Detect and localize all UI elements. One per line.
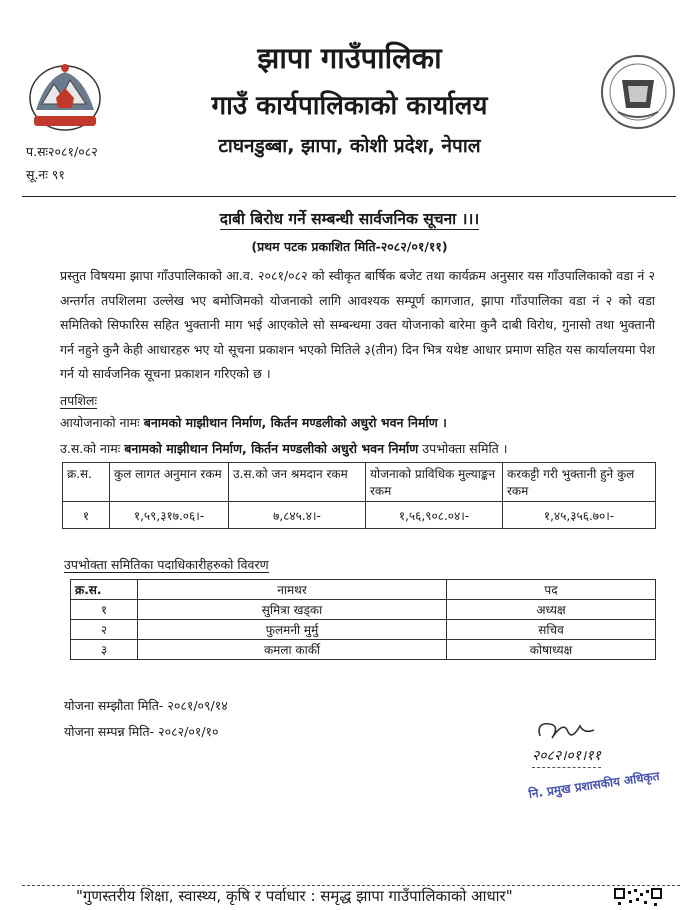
publication-date: (प्रथम पटक प्रकाशित मिति-२०८२/०१/११) xyxy=(251,239,448,254)
header-divider xyxy=(22,196,676,197)
table-cell: कोषाध्यक्ष xyxy=(447,640,656,660)
table-cell: फुलमनी मुर्मु xyxy=(138,620,447,640)
notice-body: प्रस्तुत विषयमा झापा गाँउपालिकाको आ.व. २०८१/०८२ को स्वीकृत बार्षिक बजेट तथा कार्यक्रम अनुसार यस गाँउपालिकाको वडा नं २ अन्तर्गत तपशिलमा उल्लेख भए बमोजिमको योजनाको लागि आवश्यक सम्पूर्ण कागजात, झापा गाँउपालिका वडा नं २ को वडा समितिको सिफारिस सहित भुक्तानी माग भई आएकोले सो सम्बन्धमा उक्त योजनाको बारेमा कुनै दाबी विरोध, गुनासो तथा भुक्तानी गर्न नहुने कुनै केही आधारहरु भए यो सूचना प्रकाशन भएको मितिले ३(तीन) दिन भित्र यथेष्ट आधार प्रमाण सहित यस कार्यालयमा पेश गर्न यो सार्वजनिक सूचना प्रकाशन गरिएको छ । xyxy=(60,268,655,381)
committee-name-line: उ.स.को नामः बनामको माझीथान निर्माण, किर्तन मण्डलीको अधुरो भवन निर्माण उपभोक्ता समिति । xyxy=(60,441,508,456)
signature-date: २०८२।०१।११ xyxy=(532,746,601,768)
table-cell: सुमित्रा खड्का xyxy=(138,600,447,620)
qr-code-icon xyxy=(614,888,662,910)
officials-table xyxy=(70,579,656,660)
table-row xyxy=(71,620,656,640)
table-header-cell: उ.स.को जन श्रमदान रकम xyxy=(229,463,366,502)
signature-block xyxy=(528,716,678,806)
table-row xyxy=(71,640,656,660)
table-header-cell: पद xyxy=(447,580,656,600)
office-name: गाउँ कार्यपालिकाको कार्यालय xyxy=(211,91,488,121)
table-header-cell: क्र.स. xyxy=(63,463,110,502)
cost-table xyxy=(62,462,656,529)
signature-icon xyxy=(534,716,614,746)
table-header-cell: क्र.स. xyxy=(71,580,138,600)
table-header-cell: कुल लागत अनुमान रकम xyxy=(110,463,229,502)
municipality-name: झापा गाउँपालिका xyxy=(257,41,442,75)
table-cell: १,४५,३५६.७०।- xyxy=(503,502,656,529)
table-header-cell: योजनाको प्राविधिक मुल्याङ्कन रकम xyxy=(366,463,503,502)
table-cell: ७,८४५.४।- xyxy=(229,502,366,529)
table-cell: कमला कार्की xyxy=(138,640,447,660)
table-cell: १ xyxy=(71,600,138,620)
table-cell: १,५९,३१७.०६।- xyxy=(110,502,229,529)
fiscal-year-ref: प.सः२०८१/०८२ xyxy=(26,144,98,159)
table-cell: सचिव xyxy=(447,620,656,640)
officials-title: उपभोक्ता समितिका पदाधिकारीहरुको विवरण xyxy=(64,557,269,572)
table-header-cell: करकट्टी गरी भुक्तानी हुने कुल रकम xyxy=(503,463,656,502)
table-cell: १,५६,९०८.०४।- xyxy=(366,502,503,529)
table-row xyxy=(63,502,656,529)
official-stamp: नि. प्रमुख प्रशासकीय अधिकृत xyxy=(527,768,661,802)
table-cell: २ xyxy=(71,620,138,640)
details-heading: तपशिलः xyxy=(60,393,97,408)
table-header-cell: नामथर xyxy=(138,580,447,600)
table-header-row xyxy=(63,463,656,502)
notice-title: दाबी बिरोध गर्ने सम्बन्धी सार्वजनिक सूचना ।।। xyxy=(219,210,480,228)
table-row xyxy=(71,600,656,620)
table-header-row xyxy=(71,580,656,600)
project-name-line: आयोजनाको नामः बनामको माझीथान निर्माण, किर्तन मण्डलीको अधुरो भवन निर्माण । xyxy=(60,415,447,430)
office-address: टाघनडुब्बा, झापा, कोशी प्रदेश, नेपाल xyxy=(218,135,481,157)
table-cell: १ xyxy=(63,502,110,529)
completion-date: योजना सम्पन्न मिति- २०८२/०१/१० xyxy=(64,724,219,739)
footer-slogan: "गुणस्तरीय शिक्षा, स्वास्थ्य, कृषि र पर्वाधार : समृद्ध झापा गाउँपालिकाको आधार" xyxy=(76,887,513,905)
agreement-date: योजना सम्झौता मिति- २०८१/०९/१४ xyxy=(64,698,228,713)
notice-number: सू.नः ९१ xyxy=(26,167,65,182)
table-cell: ३ xyxy=(71,640,138,660)
table-cell: अध्यक्ष xyxy=(447,600,656,620)
